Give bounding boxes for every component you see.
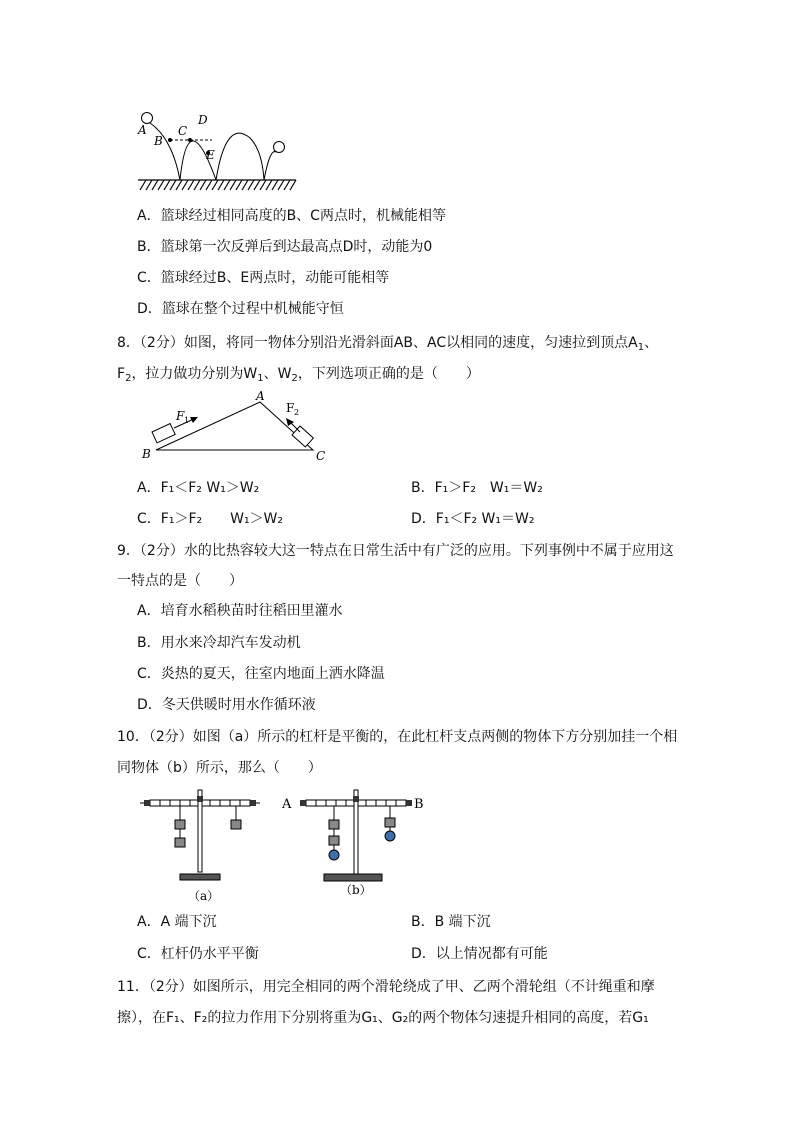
q11-stem-line1: 11．（2分）如图所示，用完全相同的两个滑轮绕成了甲、乙两个滑轮组（不计绳重和摩: [117, 979, 655, 995]
ball-end: [274, 142, 285, 153]
q9-option-a: A．培育水稻秧苗时往稻田里灌水: [137, 603, 343, 619]
ball-start: [142, 113, 153, 124]
label-D: D: [198, 113, 208, 127]
svg-text:F: F: [286, 401, 295, 415]
ground-hatch: [138, 180, 296, 190]
label-B: B: [154, 134, 163, 148]
block-on-ac: [292, 426, 313, 447]
q9-option-b: B．用水来冷却汽车发动机: [137, 635, 301, 651]
block-on-ab: [152, 424, 175, 443]
q8-option-d: D．F₁＜F₂ W₁＝W₂: [411, 511, 535, 527]
q10-lever-figure-b: [282, 786, 432, 896]
svg-text:C: C: [316, 449, 326, 463]
svg-text:B: B: [142, 447, 151, 461]
q10-option-d: D．以上情况都有可能: [411, 946, 548, 962]
q10-lever-figure-a: [138, 786, 268, 906]
svg-text:A: A: [282, 797, 292, 812]
q8-stem-line2: $F_2$，拉力做功分别为$W_1$、$W_2$，下列选项正确的是（ ）: [117, 366, 480, 384]
q9-stem-line2: 一特点的是（ ）: [117, 573, 243, 589]
svg-text:（a）: （a）: [188, 889, 220, 903]
label-C: C: [178, 124, 188, 138]
svg-text:（b）: （b）: [340, 883, 372, 896]
q7-option-d: D．篮球在整个过程中机械能守恒: [137, 301, 344, 317]
q7-option-a: A．篮球经过相同高度的B、C两点时，机械能相等: [137, 208, 446, 224]
svg-text:F: F: [176, 409, 185, 423]
q7-bounce-figure: [130, 108, 300, 192]
q9-option-c: C．炎热的夏天，往室内地面上洒水降温: [137, 666, 385, 682]
svg-text:B: B: [414, 797, 424, 812]
q10-option-b: B．B 端下沉: [411, 914, 491, 930]
q10-stem-line2: 同物体（b）所示，那么（ ）: [117, 760, 322, 776]
q8-option-c: C．F₁＞F₂ W₁＞W₂: [137, 511, 284, 527]
q10-option-c: C．杠杆仍水平平衡: [137, 946, 259, 962]
q10-option-a: A．A 端下沉: [137, 914, 217, 930]
svg-text:A: A: [256, 390, 265, 403]
label-A: A: [138, 123, 147, 137]
q8-option-a: A．F₁＜F₂ W₁＞W₂: [137, 480, 260, 496]
q8-incline-figure: [138, 390, 338, 464]
q9-option-d: D．冬天供暖时用水作循环液: [137, 697, 316, 713]
q7-option-c: C．篮球经过B、E两点时，动能可能相等: [137, 270, 390, 286]
svg-text:1: 1: [184, 416, 190, 425]
q11-stem-line2: 擦），在F₁、F₂的拉力作用下分别将重为G₁、G₂的两个物体匀速提升相同的高度，若G₁: [117, 1010, 649, 1026]
svg-text:2: 2: [294, 408, 300, 417]
q8-option-b: B．F₁＞F₂ W₁＝W₂: [411, 480, 543, 496]
q8-stem-line1: 8．（2分）如图，将同一物体分别沿光滑斜面AB、AC以相同的速度，匀速拉到顶点$A_1$、: [117, 335, 659, 353]
q7-option-b: B．篮球第一次反弹后到达最高点D时，动能为0: [137, 239, 433, 255]
q9-stem-line1: 9．（2分）水的比热容较大这一特点在日常生活中有广泛的应用。下列事例中不属于应用这: [117, 543, 674, 559]
q10-stem-line1: 10．（2分）如图（a）所示的杠杆是平衡的，在此杠杆支点两侧的物体下方分别加挂一个相: [117, 729, 678, 745]
label-E: E: [206, 148, 215, 162]
